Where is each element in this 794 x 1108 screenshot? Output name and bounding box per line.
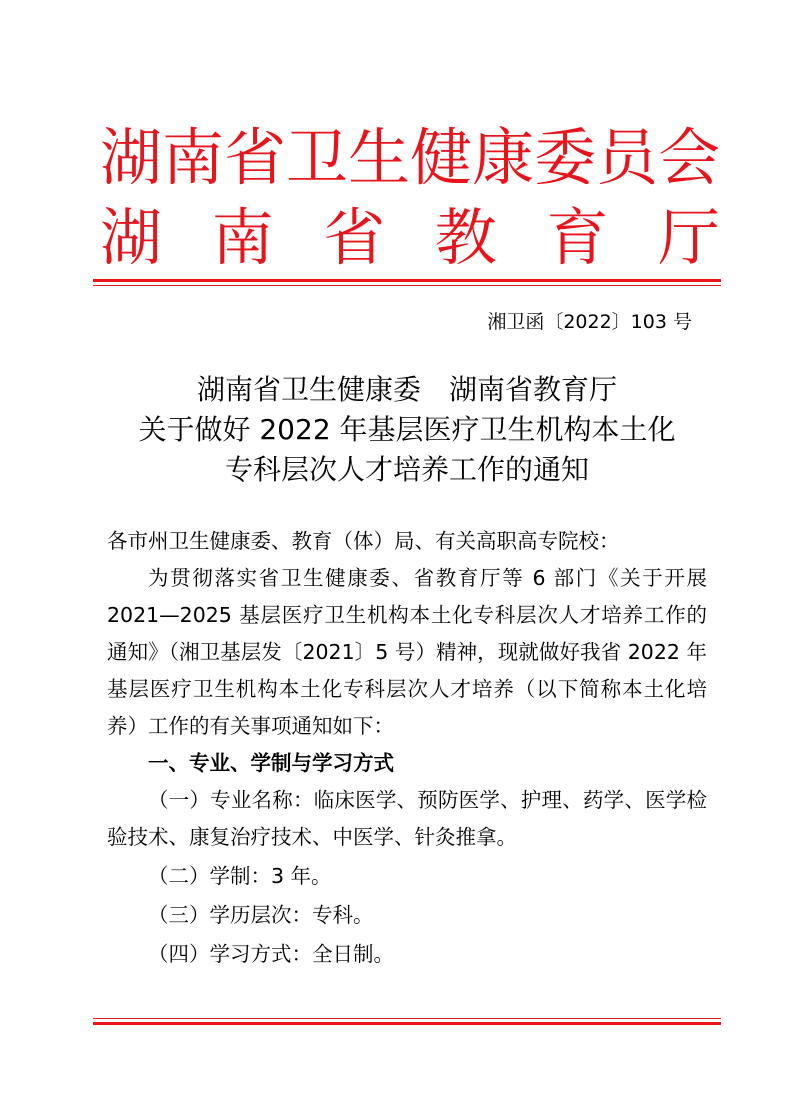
masthead-char: 育 — [546, 201, 609, 274]
list-item: （四）学习方式：全日制。 — [148, 942, 394, 966]
section-heading: 一、专业、学制与学习方式 — [148, 751, 394, 775]
masthead-char: 教 — [434, 201, 497, 274]
masthead-char: 省 — [323, 201, 386, 274]
list-item: （三）学历层次：专科。 — [148, 903, 374, 927]
title-line-2: 关于做好 2022 年基层医疗卫生机构本土化 — [138, 413, 676, 446]
footer-divider-thick — [93, 1022, 721, 1025]
masthead-char: 省 — [224, 121, 287, 194]
title-line-3: 专科层次人才培养工作的通知 — [224, 453, 589, 486]
salutation: 各市州卫生健康委、教育（体）局、有关高职高专院校： — [107, 529, 620, 553]
masthead-char: 南 — [211, 201, 274, 274]
masthead-line-2 — [100, 201, 720, 274]
document-title — [93, 370, 721, 490]
masthead-char: 湖 — [100, 201, 163, 274]
list-item: （二）学制：3 年。 — [148, 864, 332, 888]
masthead-divider-thin — [93, 285, 721, 286]
masthead-char: 会 — [658, 121, 721, 194]
title-line-1: 湖南省卫生健康委 湖南省教育厅 — [196, 373, 617, 406]
masthead-char: 厅 — [657, 201, 720, 274]
document-number: 湘卫函〔2022〕103 号 — [487, 311, 692, 333]
masthead-char: 生 — [348, 121, 411, 194]
masthead-char: 南 — [162, 121, 225, 194]
masthead-char: 湖 — [100, 121, 163, 194]
masthead-char: 委 — [534, 121, 597, 194]
masthead-line-1 — [100, 121, 721, 194]
masthead-char: 员 — [596, 121, 659, 194]
footer-divider-thin — [93, 1018, 721, 1019]
document-body — [107, 523, 707, 973]
masthead-char: 健 — [410, 121, 473, 194]
list-item: （一）专业名称：临床医学、预防医学、护理、药学、医学检验技术、康复治疗技术、中医学、针灸推拿。 — [107, 788, 707, 849]
masthead-char: 卫 — [286, 121, 349, 194]
masthead-divider-thick — [93, 279, 721, 282]
intro-paragraph: 为贯彻落实省卫生健康委、省教育厅等 6 部门《关于开展 2021—2025 基层医疗卫生机构本土化专科层次人才培养工作的通知》（湘卫基层发〔2021〕5 号）精神，现就做好我省 2022 年基层医疗卫生机构本土化专科层次人才培养（以下简称本土化培养）工作的有关事项通知如下： — [107, 566, 707, 738]
masthead-char: 康 — [472, 121, 535, 194]
